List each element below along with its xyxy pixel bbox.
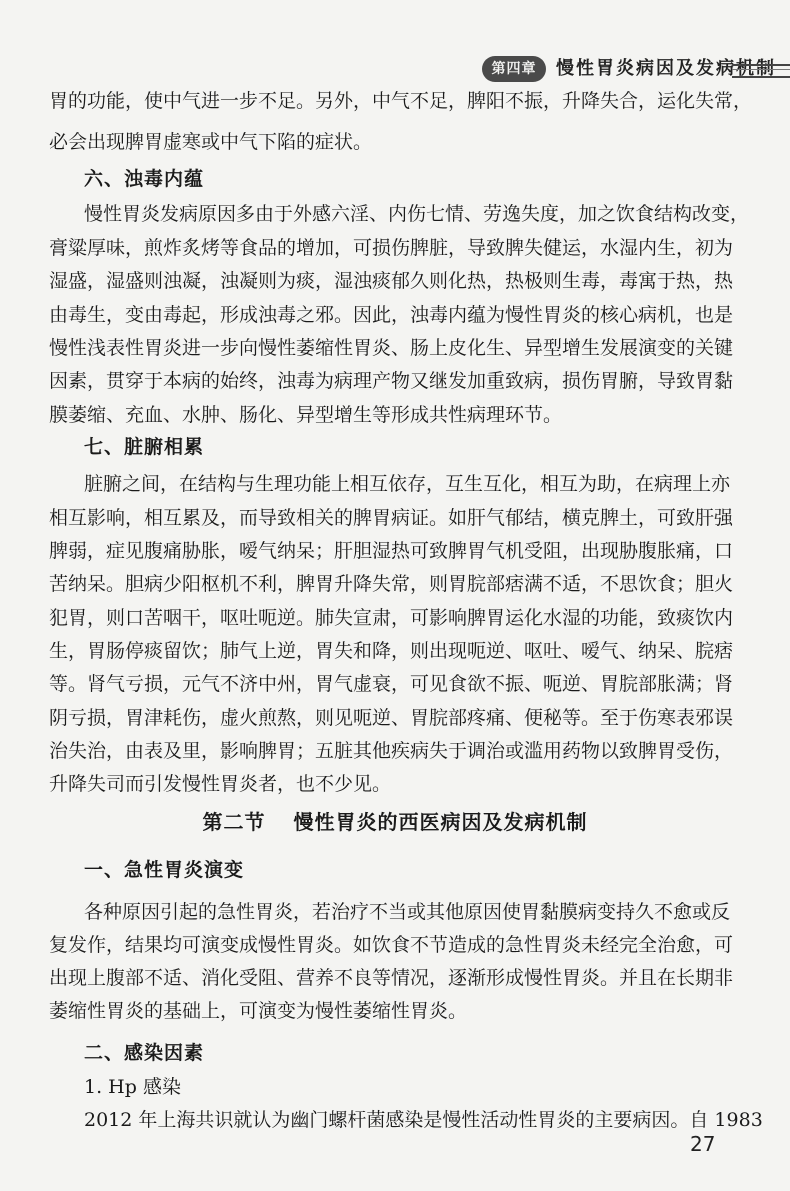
paragraph-line: 升降失司而引发慢性胃炎者，也不少见。 xyxy=(49,773,392,795)
list-item-heading: 1. Hp 感染 xyxy=(84,1076,181,1098)
paragraph-line: 慢性胃炎发病原因多由于外感六淫、内伤七情、劳逸失度，加之饮食结构改变， xyxy=(84,203,750,225)
paragraph-line: 因素，贯穿于本病的始终，浊毒为病理产物又继发加重致病，损伤胃腑，导致胃黏 xyxy=(49,370,734,392)
paragraph-line: 阴亏损，胃津耗伤，虚火煎熬，则见呃逆、胃脘部疼痛、便秘等。至于伤寒表邪误 xyxy=(49,707,734,729)
chapter-title: 慢性胃炎病因及发病机制 xyxy=(556,58,776,79)
paragraph-line: 必会出现脾胃虚寒或中气下陷的症状。 xyxy=(49,131,373,153)
paragraph-line: 各种原因引起的急性胃炎，若治疗不当或其他原因使胃黏膜病变持久不愈或反 xyxy=(84,901,731,923)
paragraph-line: 生，胃肠停痰留饮；肺气上逆，胃失和降，则出现呃逆、呕吐、嗳气、纳呆、脘痞 xyxy=(49,640,734,662)
paragraph-line: 复发作，结果均可演变成慢性胃炎。如饮食不节造成的急性胃炎未经完全治愈，可 xyxy=(49,934,734,956)
paragraph-line: 出现上腹部不适、消化受阻、营养不良等情况，逐渐形成慢性胃炎。并且在长期非 xyxy=(49,967,734,989)
subsection-heading-1: 一、急性胃炎演变 xyxy=(84,859,245,881)
paragraph-line: 胃的功能，使中气进一步不足。另外，中气不足，脾阳不振，升降失合，运化失常， xyxy=(49,90,753,112)
paragraph-line: 相互影响，相互累及，而导致相关的脾胃病证。如肝气郁结，横克脾土，可致肝强 xyxy=(49,507,734,529)
paragraph-line: 由毒生，变由毒起，形成浊毒之邪。因此，浊毒内蕴为慢性胃炎的核心病机，也是 xyxy=(49,304,734,326)
paragraph-line: 萎缩性胃炎的基础上，可演变为慢性萎缩性胃炎。 xyxy=(49,1000,468,1022)
section-title xyxy=(0,808,790,836)
paragraph-line: 慢性浅表性胃炎进一步向慢性萎缩性胃炎、肠上皮化生、异型增生发展演变的关键 xyxy=(49,337,734,359)
paragraph-line: 等。肾气亏损，元气不济中州，胃气虚衰，可见食欲不振、呃逆、胃脘部胀满；肾 xyxy=(49,673,734,695)
paragraph-line: 脏腑之间，在结构与生理功能上相互依存，互生互化，相互为助，在病理上亦 xyxy=(84,473,731,495)
header-rule xyxy=(732,64,790,78)
page-number: 27 xyxy=(690,1132,716,1156)
paragraph-line: 治失治，由表及里，影响脾胃；五脏其他疾病失于调治或滥用药物以致脾胃受伤， xyxy=(49,740,734,762)
chapter-badge: 第四章 xyxy=(482,56,546,82)
paragraph-line: 犯胃，则口苦咽干，呕吐呃逆。肺失宣肃，可影响脾胃运化水湿的功能，致痰饮内 xyxy=(49,607,734,629)
paragraph-line: 脾弱，症见腹痛胁胀，嗳气纳呆；肝胆湿热可致脾胃气机受阻，出现胁腹胀痛，口 xyxy=(49,540,734,562)
paragraph-line: 膏粱厚味，煎炸炙烤等食品的增加，可损伤脾脏，导致脾失健运，水湿内生，初为 xyxy=(49,237,734,259)
paragraph-line: 2012 年上海共识就认为幽门螺杆菌感染是慢性活动性胃炎的主要病因。自 1983 xyxy=(84,1109,763,1131)
subsection-heading-2: 二、感染因素 xyxy=(84,1042,205,1064)
section-heading-6: 六、浊毒内蕴 xyxy=(84,168,205,190)
section-heading-7: 七、脏腑相累 xyxy=(84,436,205,458)
paragraph-line: 湿盛，湿盛则浊凝，浊凝则为痰，湿浊痰郁久则化热，热极则生毒，毒寓于热，热 xyxy=(49,270,734,292)
paragraph-line: 膜萎缩、充血、水肿、肠化、异型增生等形成共性病理环节。 xyxy=(49,404,563,426)
section-number: 第二节 xyxy=(202,810,266,834)
running-header xyxy=(0,48,790,88)
paragraph-line: 苦纳呆。胆病少阳枢机不利，脾胃升降失常，则胃脘部痞满不适，不思饮食；胆火 xyxy=(49,573,734,595)
section-title-text: 慢性胃炎的西医病因及发病机制 xyxy=(293,810,588,834)
